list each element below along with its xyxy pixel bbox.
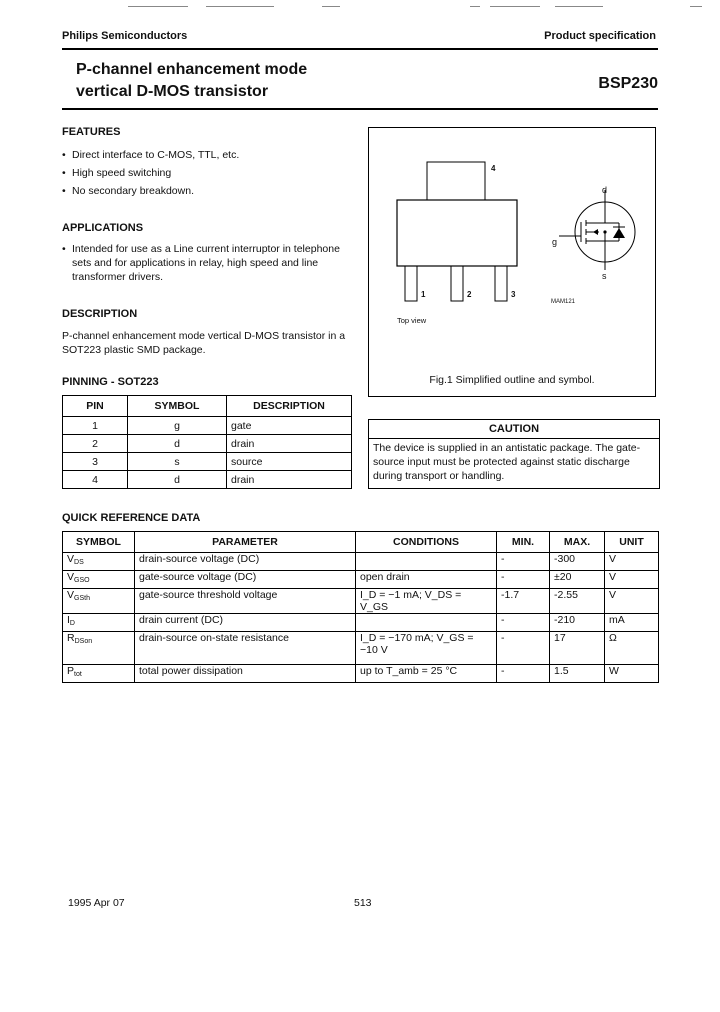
symbol-cell: $I_D$ [63,614,135,632]
parameter-cell: total power dissipation [135,665,356,683]
conditions-cell: I_D = −170 mA; V_GS = −10 V [356,632,497,665]
parameter-cell: gate-source threshold voltage [135,589,356,614]
feature-item: • Direct interface to C-MOS, TTL, etc. [62,146,352,164]
symbol-cell: $V_{GSth}$ [63,589,135,614]
footer-date: 1995 Apr 07 [68,897,125,909]
feature-item: • High speed switching [62,164,352,182]
max-cell: 17 [550,632,605,665]
junction-dot [603,230,606,233]
title-line-1: P-channel enhancement mode [76,61,308,78]
applications-list [62,242,354,284]
unit-cell: W [605,665,659,683]
max-cell: -2.55 [550,589,605,614]
caution-box [368,419,660,489]
package-outline-diagram [369,128,655,396]
table-row [63,453,352,471]
diode-triangle [613,228,625,238]
figure-code: MAM121 [551,299,576,305]
application-item: • Intended for use as a Line current interruptor in telephone sets and for applications in relay, high speed and line transformer drivers. [62,242,354,284]
col-max: MAX. [550,532,605,553]
part-number: BSP230 [598,75,658,92]
doc-type: Product specification [544,30,656,42]
parameter-cell: drain current (DC) [135,614,356,632]
col-description: DESCRIPTION [227,396,352,417]
symbol-cell: $V_{DS}$ [63,553,135,571]
caution-heading: CAUTION [369,420,659,439]
pinning-heading: PINNING - SOT223 [62,376,159,388]
quick-reference-table [62,531,659,683]
pin4-label: 4 [491,164,496,173]
description-heading: DESCRIPTION [62,308,138,320]
table-row [63,471,352,489]
symbol-cell: s [128,453,227,471]
channel-arrow [593,229,598,235]
pin-cell: 4 [63,471,128,489]
pinning-header-row [63,396,352,417]
description-cell: drain [227,471,352,489]
max-cell: -210 [550,614,605,632]
top-view-label: Top view [397,316,427,325]
col-min: MIN. [497,532,550,553]
max-cell: -300 [550,553,605,571]
gate-label: g [552,237,558,247]
conditions-cell: I_D = −1 mA; V_DS = V_GS [356,589,497,614]
table-row [63,589,659,614]
features-heading: FEATURES [62,126,121,138]
min-cell: - [497,571,550,589]
col-unit: UNIT [605,532,659,553]
table-row [63,435,352,453]
table-row [63,665,659,683]
qrd-header-row [63,532,659,553]
col-parameter: PARAMETER [135,532,356,553]
package-body [397,200,517,266]
pin1-label: 1 [421,290,426,299]
symbol-cell: g [128,417,227,435]
table-row [63,632,659,665]
conditions-cell [356,614,497,632]
col-conditions: CONDITIONS [356,532,497,553]
features-list [62,146,352,200]
table-row [63,553,659,571]
unit-cell: V [605,589,659,614]
title-rule [62,108,658,110]
unit-cell: mA [605,614,659,632]
pin3-label: 3 [511,290,516,299]
pin-cell: 1 [63,417,128,435]
unit-cell: V [605,571,659,589]
figure-box [368,127,656,397]
description-text: P-channel enhancement mode vertical D-MOS transistor in a SOT223 plastic SMD package. [62,330,346,356]
source-label: s [602,271,607,281]
caution-text: The device is supplied in an antistatic package. The gate-source input must be protected against static discharge during transport or handling. [373,442,641,482]
company-name: Philips Semiconductors [62,30,188,42]
parameter-cell: drain-source voltage (DC) [135,553,356,571]
conditions-cell: up to T_amb = 25 °C [356,665,497,683]
applications-heading: APPLICATIONS [62,222,144,234]
drain-label: d [602,185,608,195]
pin-cell: 3 [63,453,128,471]
conditions-cell: open drain [356,571,497,589]
min-cell: - [497,665,550,683]
figure-caption: Fig.1 Simplified outline and symbol. [429,374,595,386]
conditions-cell [356,553,497,571]
min-cell: - [497,632,550,665]
lead-1 [405,266,417,301]
parameter-cell: drain-source on-state resistance [135,632,356,665]
max-cell: 1.5 [550,665,605,683]
min-cell: -1.7 [497,589,550,614]
pin2-label: 2 [467,290,472,299]
symbol-cell: $V_{GSO}$ [63,571,135,589]
table-row [63,417,352,435]
qrd-heading: QUICK REFERENCE DATA [62,512,201,524]
unit-cell: V [605,553,659,571]
min-cell: - [497,614,550,632]
col-pin: PIN [63,396,128,417]
unit-cell: Ω [605,632,659,665]
tab-outline [427,162,485,200]
symbol-cell: $P_{tot}$ [63,665,135,683]
lead-3 [495,266,507,301]
header-rule [62,48,658,50]
description-cell: drain [227,435,352,453]
title-line-2: vertical D-MOS transistor [76,83,269,100]
description-cell: source [227,453,352,471]
parameter-cell: gate-source voltage (DC) [135,571,356,589]
table-row [63,614,659,632]
page-number: 513 [354,897,372,909]
col-symbol: SYMBOL [128,396,227,417]
pinning-table [62,395,352,489]
symbol-cell: d [128,435,227,453]
description-cell: gate [227,417,352,435]
pin-cell: 2 [63,435,128,453]
table-row [63,571,659,589]
symbol-cell: $R_{DSon}$ [63,632,135,665]
min-cell: - [497,553,550,571]
lead-2 [451,266,463,301]
symbol-cell: d [128,471,227,489]
col-symbol: SYMBOL [63,532,135,553]
max-cell: ±20 [550,571,605,589]
feature-item: • No secondary breakdown. [62,182,352,200]
